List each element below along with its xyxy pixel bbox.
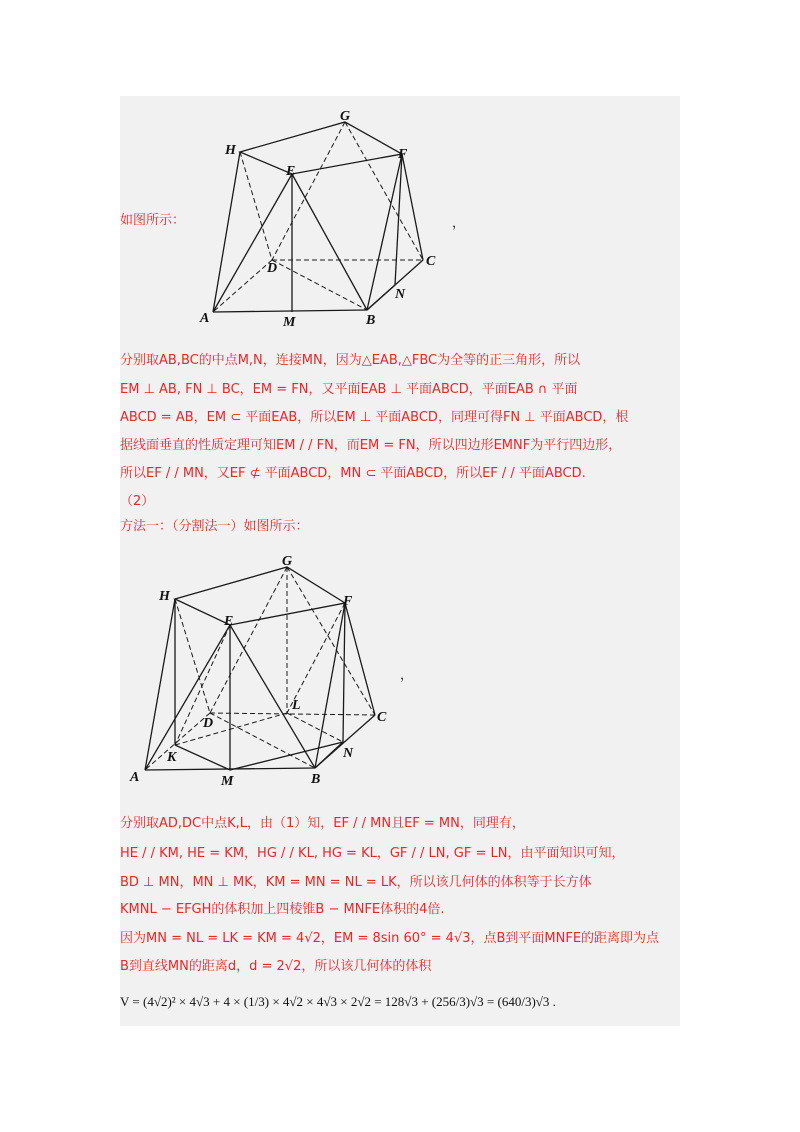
label-D: D [267, 261, 278, 276]
label-F: F [398, 147, 408, 162]
intro-label: 如图所示： [120, 213, 186, 228]
label-N: N [395, 287, 406, 302]
method-1-heading: 方法一：（分割法一）如图所示： [120, 519, 309, 534]
label-M: M [221, 774, 234, 789]
solution-line-2: HE / / KM, HE = KM，HG / / KL, HG = KL，GF / / LN, GF = LN，由平面知识可知， [120, 846, 625, 861]
part-2-label: （2） [120, 494, 155, 509]
label-H: H [159, 589, 170, 604]
label-E: E [224, 614, 234, 629]
label-M: M [283, 315, 296, 330]
label-K: K [167, 750, 177, 765]
proof-line-4: 据线面垂直的性质定理可知EM / / FN，而EM = FN，所以四边形EMNF为平行四边形， [120, 438, 622, 453]
label-C: C [426, 254, 436, 269]
solution-line-3: BD ⊥ MN，MN ⊥ MK，KM = MN = NL = LK，所以该几何体的体积等于长方体 [120, 875, 592, 890]
label-B: B [311, 772, 321, 787]
proof-line-5: 所以EF / / MN，又EF ⊄ 平面ABCD，MN ⊂ 平面ABCD，所以EF / / 平面ABCD. [120, 466, 586, 481]
solution-line-4: KMNL − EFGH的体积加上四棱锥B − MNFE体积的4倍. [120, 902, 445, 917]
label-F: F [343, 594, 353, 609]
label-L: L [292, 698, 301, 713]
figure-2-polyhedron [125, 545, 400, 790]
proof-line-3: ABCD = AB，EM ⊂ 平面EAB，所以EM ⊥ 平面ABCD，同理可得FN ⊥ 平面ABCD，根 [120, 410, 629, 425]
figure-1-polyhedron [195, 100, 455, 335]
label-C: C [377, 710, 387, 725]
solution-line-5: 因为MN = NL = LK = KM = 4√2，EM = 8sin 60° = 4√3，点B到平面MNFE的距离即为点 [120, 931, 660, 946]
comma-after-figure-2: ， [400, 667, 414, 682]
solution-line-1: 分别取AD,DC中点K,L，由（1）知，EF / / MN且EF = MN，同理有， [120, 816, 525, 831]
proof-line-2: EM ⊥ AB, FN ⊥ BC，EM = FN，又平面EAB ⊥ 平面ABCD，平面EAB ∩ 平面 [120, 382, 578, 397]
label-B: B [366, 313, 376, 328]
label-A: A [130, 770, 140, 785]
label-G: G [340, 109, 351, 124]
proof-line-1: 分别取AB,BC的中点M,N，连接MN，因为△EAB,△FBC为全等的正三角形，所以 [120, 353, 581, 368]
solution-line-6: B到直线MN的距离d，d = 2√2，所以该几何体的体积 [120, 959, 432, 974]
comma-after-figure-1: ， [452, 215, 466, 230]
label-N: N [343, 746, 354, 761]
volume-formula: V = (4√2)² × 4√3 + 4 × (1/3) × 4√2 × 4√3 × 2√2 = 128√3 + (256/3)√3 = (640/3)√3 . [120, 994, 556, 1009]
label-E: E [286, 164, 296, 179]
label-H: H [225, 143, 236, 158]
label-G: G [282, 554, 293, 569]
label-D: D [203, 716, 214, 731]
label-A: A [200, 311, 210, 326]
